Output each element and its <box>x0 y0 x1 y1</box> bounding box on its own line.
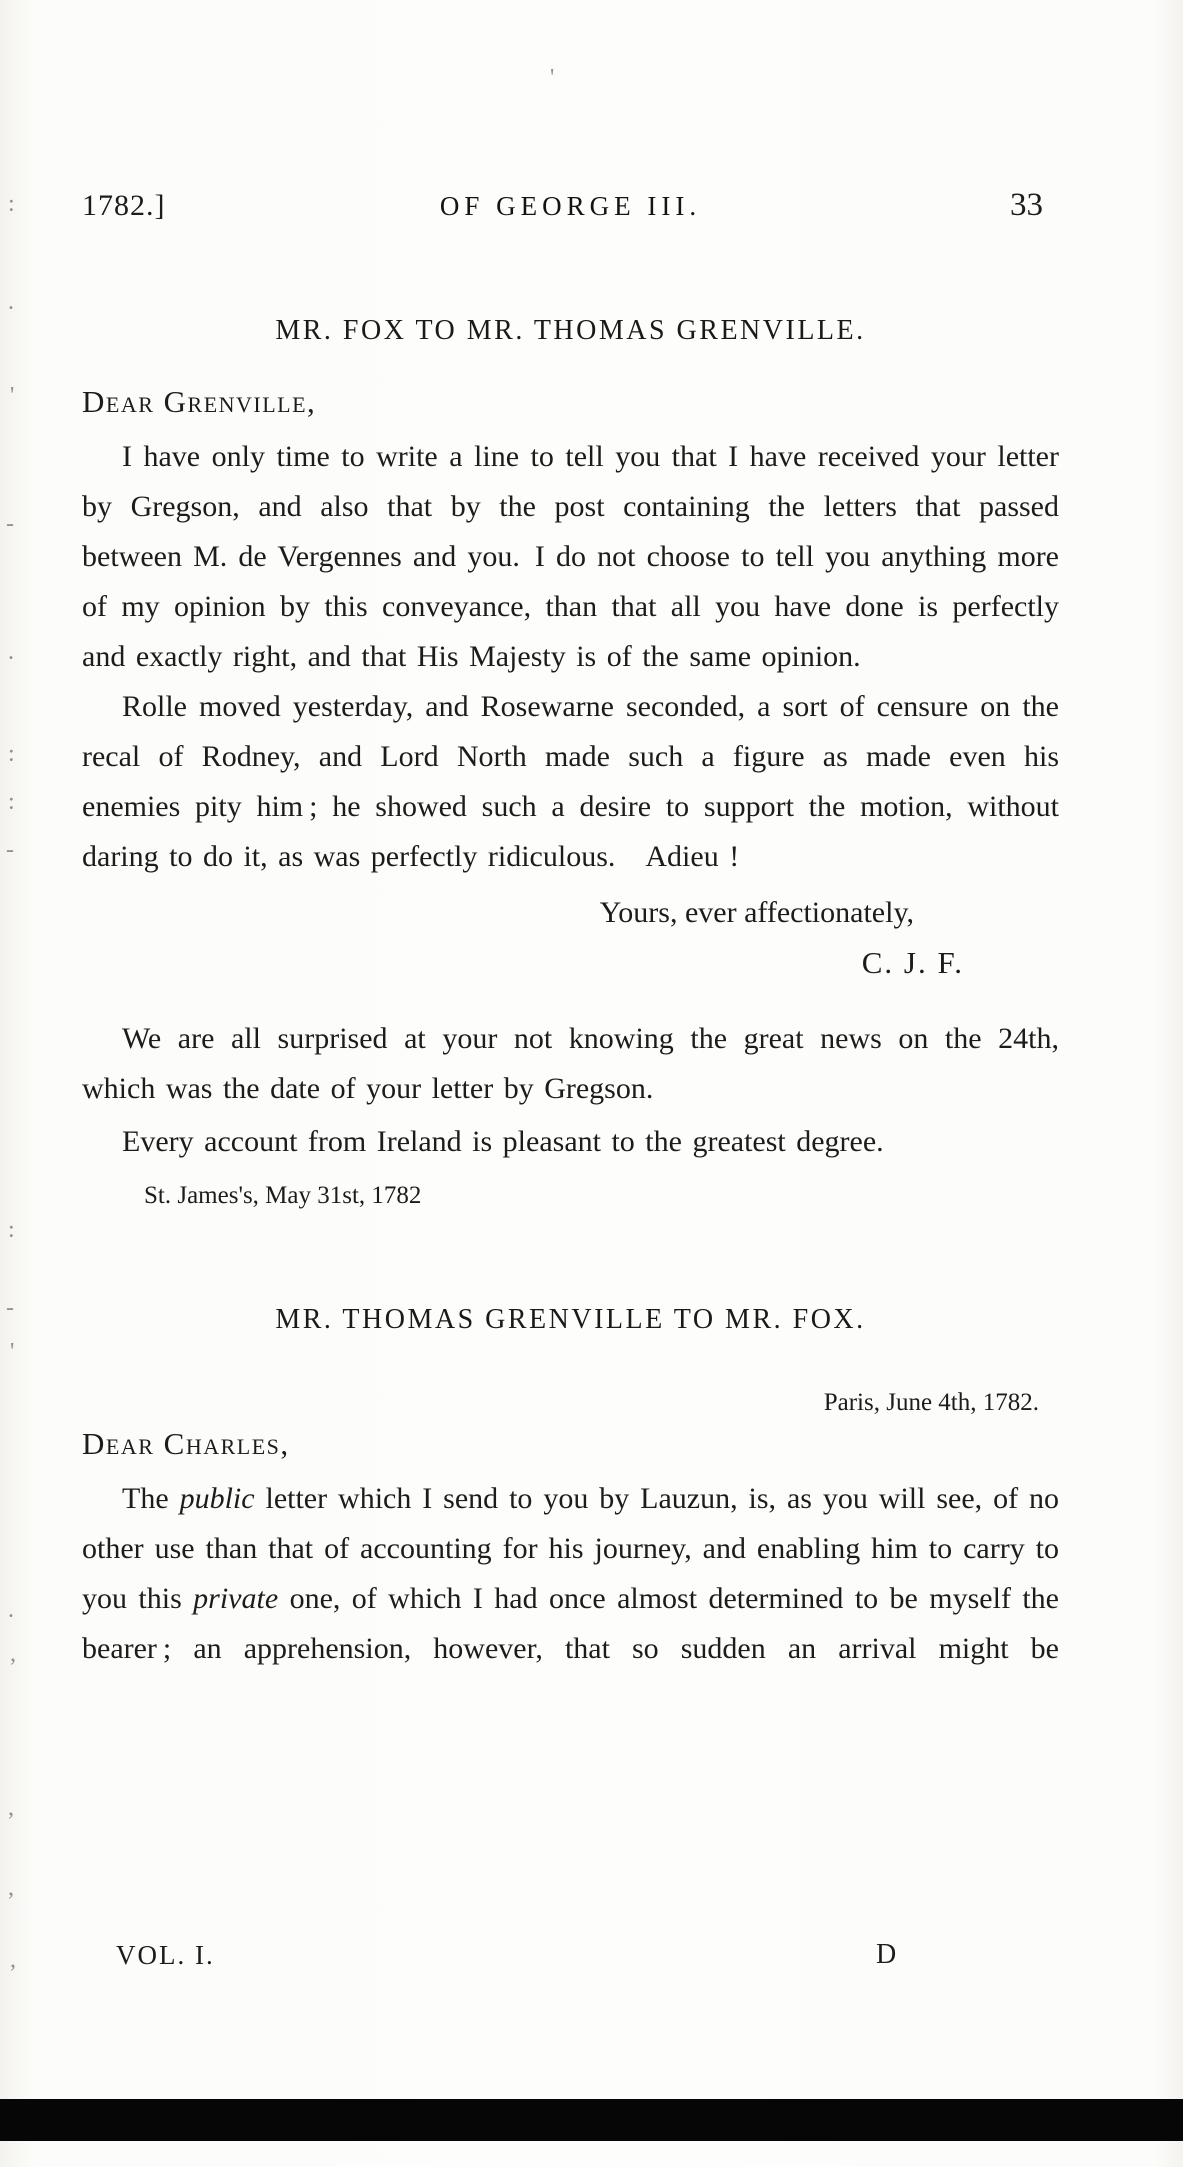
volume-label: VOL. I. <box>116 1940 215 1970</box>
letter-paragraph: Rolle moved yesterday, and Rosewarne seconded, a sort of censure on the recal of Rodney, and Lord North made such a figure as made even his enemies pity him ; he showed such a desire to support the motion, without daring to do it, as was perfectly ridiculous. Adieu ! <box>82 690 1059 873</box>
letter-title: MR. FOX TO MR. THOMAS GRENVILLE. <box>275 315 866 346</box>
scan-artifact-mark: . <box>8 639 14 665</box>
scan-artifact-mark: ' <box>10 1339 15 1365</box>
letter-paragraph: I have only time to write a line to tell you that I have received your letter by Gregson, and also that by the post containing the letters that passed between M. de Vergennes and you. I do not choose to tell you anything more of my opinion by this conveyance, than that all you have done is perfectly and exactly right, and that His Majesty is of the same opinion. <box>82 440 1059 673</box>
salutation: Dear Charles, <box>82 1426 290 1461</box>
scan-artifact-mark: : <box>8 741 15 767</box>
closing: Yours, ever affectionately, <box>599 896 914 929</box>
header-year: 1782.] <box>82 189 166 222</box>
dateline: St. James's, May 31st, 1782 <box>144 1182 422 1209</box>
letter-fox-to-grenville <box>82 311 1059 1214</box>
page-footer <box>82 1935 1059 1975</box>
letter-title: MR. THOMAS GRENVILLE TO MR. FOX. <box>275 1304 866 1335</box>
dateline: Paris, June 4th, 1782. <box>823 1389 1039 1416</box>
page-content <box>82 0 1059 1674</box>
scan-artifact-mark: . <box>8 1597 14 1623</box>
scan-artifact-mark: : <box>8 1217 15 1243</box>
scan-artifact-mark: . <box>8 289 14 315</box>
signature: C. J. F. <box>861 945 964 980</box>
letter-grenville-to-fox <box>82 1300 1059 1674</box>
running-head <box>82 0 1059 225</box>
scan-artifact-mark: - <box>6 511 14 537</box>
scan-artifact-mark: ' <box>550 65 555 91</box>
scan-artifact-mark: : <box>8 789 15 815</box>
header-title: OF GEORGE III. <box>439 191 702 221</box>
page-number: 33 <box>1010 187 1043 223</box>
scan-artifact-mark: ' <box>10 383 15 409</box>
scan-artifact-mark: , <box>8 1795 14 1821</box>
scan-artifact-mark: - <box>6 837 14 863</box>
letter-paragraph: The public letter which I send to you by Lauzun, is, as you will see, of no other use than that of accounting for his journey, and enabling him to carry to you this private one, of which I had once almost determined to be myself the bearer ; an apprehension, however, that so sudden an arrival might be <box>82 1482 1059 1665</box>
scan-artifact-mark: , <box>10 1947 16 1973</box>
scan-artifact-bar <box>0 2099 1183 2141</box>
postscript-paragraph: Every account from Ireland is pleasant to the greatest degree. <box>122 1125 884 1158</box>
scan-artifact-mark: - <box>6 1295 14 1321</box>
scan-artifact-mark: : <box>8 191 15 217</box>
salutation: Dear Grenville, <box>82 384 317 419</box>
signature-mark: D <box>876 1939 897 1970</box>
postscript-paragraph: We are all surprised at your not knowing the great news on the 24th, which was the date of your letter by Gregson. <box>82 1022 1059 1105</box>
scan-artifact-mark: , <box>10 1641 16 1667</box>
scan-artifact-mark: , <box>8 1875 14 1901</box>
